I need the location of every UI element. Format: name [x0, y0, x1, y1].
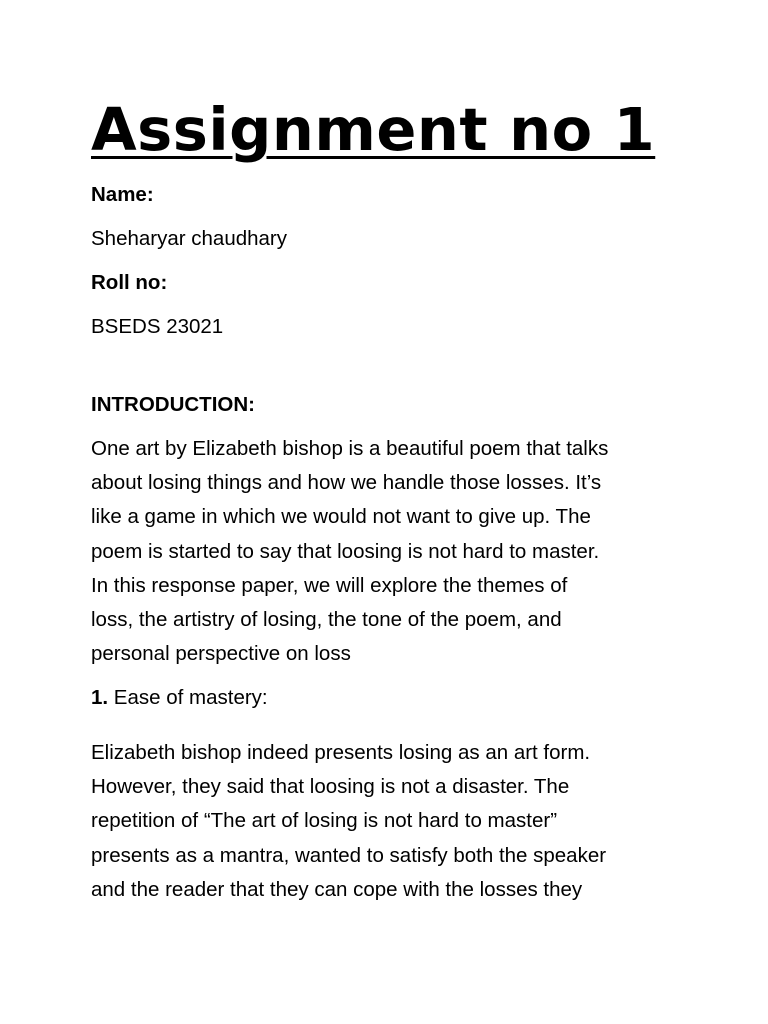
paragraph-line: Elizabeth bishop indeed presents losing as an art form.: [91, 740, 591, 764]
introduction-heading: INTRODUCTION:: [91, 393, 255, 416]
roll-value: BSEDS 23021: [91, 315, 224, 338]
ease-of-mastery-paragraph: [91, 736, 691, 907]
paragraph-line: repetition of “The art of losing is not hard to master”: [91, 809, 558, 833]
paragraph-line: presents as a mantra, wanted to satisfy both the speaker: [91, 843, 607, 867]
paragraph-line: about losing things and how we handle those losses. It’s: [91, 471, 602, 495]
section-title: Ease of mastery:: [108, 686, 268, 710]
paragraph-line: like a game in which we would not want to give up. The: [91, 505, 591, 529]
paragraph-line: personal perspective on loss: [91, 642, 351, 666]
document-title: Assignment no 1: [91, 95, 656, 164]
roll-label: Roll no:: [91, 271, 168, 294]
section-heading-ease-of-mastery: [91, 681, 691, 715]
paragraph-line: poem is started to say that loosing is not hard to master.: [91, 539, 600, 563]
paragraph-line: and the reader that they can cope with the losses they: [91, 877, 583, 901]
name-label: Name:: [91, 183, 154, 206]
document-content: [91, 94, 691, 907]
paragraph-line: However, they said that loosing is not a disaster. The: [91, 775, 570, 799]
name-value: Sheharyar chaudhary: [91, 227, 288, 250]
introduction-paragraph: [91, 432, 691, 671]
paragraph-line: In this response paper, we will explore the themes of: [91, 573, 568, 597]
paragraph-line: loss, the artistry of losing, the tone of the poem, and: [91, 608, 562, 632]
paragraph-line: One art by Elizabeth bishop is a beautiful poem that talks: [91, 437, 609, 460]
section-number: 1.: [91, 686, 109, 710]
